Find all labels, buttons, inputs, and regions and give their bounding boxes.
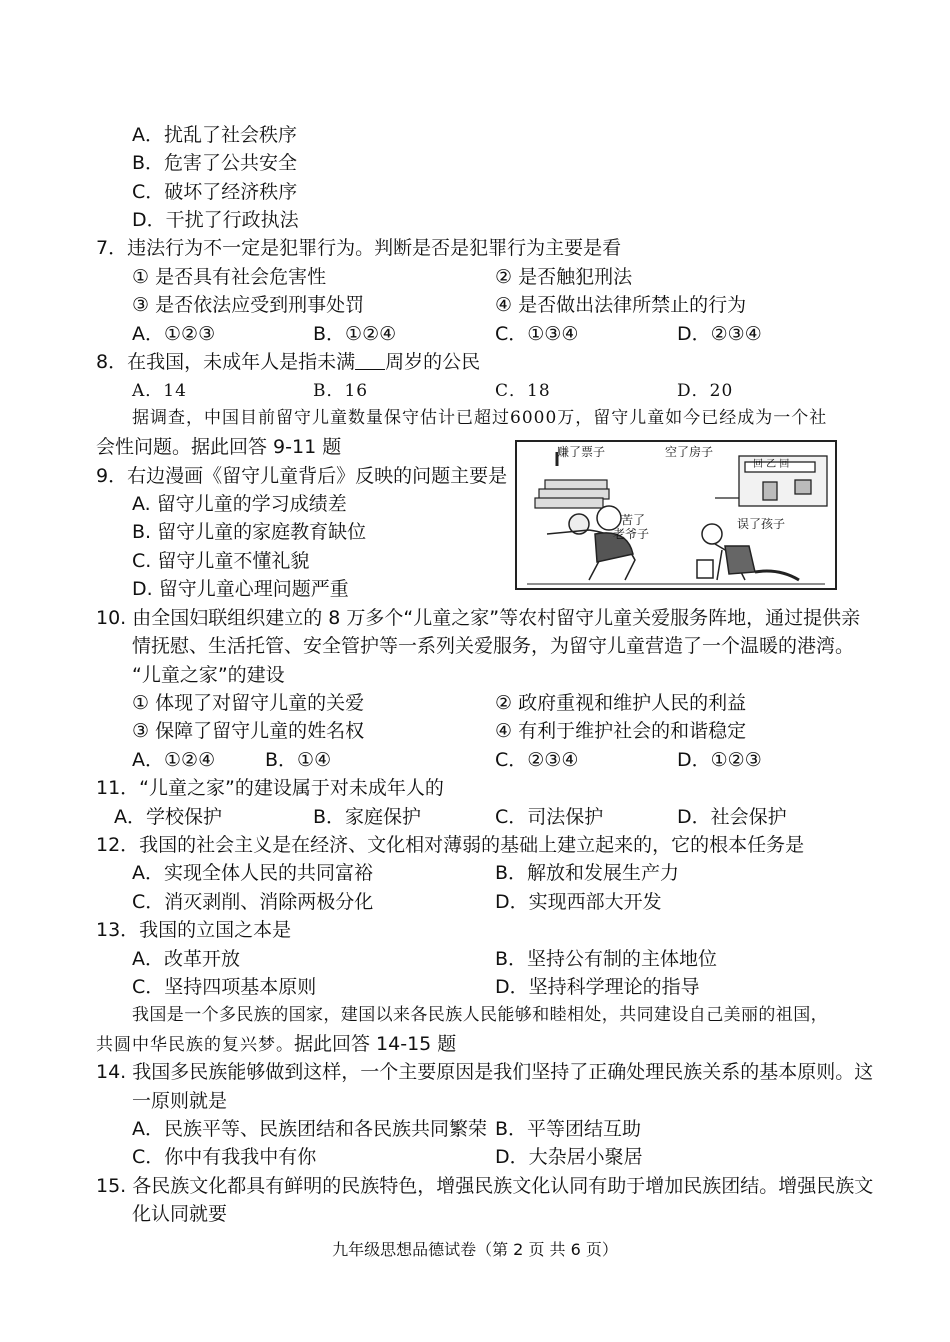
- q8-option-a: A．14: [132, 381, 187, 401]
- q15-stem-line-2: 化认同就要: [132, 1203, 228, 1225]
- q12-option-c: C．消灭剥削、消除两极分化: [132, 891, 374, 913]
- q10-stem-line-1: 10. 由全国妇联组织建立的 8 万多个“儿童之家”等农村留守儿童关爱服务阵地，通过提供亲: [96, 607, 861, 629]
- q7-option-d: D．②③④: [677, 323, 762, 345]
- q8-stem: [96, 349, 480, 375]
- q13-option-c: C．坚持四项基本原则: [132, 976, 317, 998]
- q10-option-d: D．①②③: [677, 749, 762, 771]
- q9-option-a: A. 留守儿童的学习成绩差: [132, 493, 347, 515]
- q8-stem-end: 周岁的公民: [385, 351, 481, 373]
- q10-option-c: C．②③④: [495, 749, 579, 771]
- page-footer: 九年级思想品德试卷（第 2 页 共 6 页）: [332, 1240, 618, 1259]
- q14-option-a: A．民族平等、民族团结和各民族共同繁荣: [132, 1118, 487, 1140]
- material-2-instruction: 据此回答 14-15 题: [294, 1033, 457, 1055]
- q12-stem: 12．我国的社会主义是在经济、文化相对薄弱的基础上建立起来的，它的根本任务是: [96, 834, 805, 856]
- q12-option-d: D．实现西部大开发: [495, 891, 662, 913]
- q10-item-1: ① 体现了对留守儿童的关爱: [132, 692, 365, 714]
- q6-option-a: A．扰乱了社会秩序: [132, 124, 297, 146]
- q11-option-c: C．司法保护: [495, 806, 604, 828]
- cartoon-house-sign: 回 乙 回: [753, 459, 790, 470]
- q9-option-d: D. 留守儿童心理问题严重: [132, 578, 349, 600]
- cartoon-caption-4: 老爷子: [613, 527, 650, 541]
- q10-stem-line-3: “儿童之家”的建设: [132, 664, 285, 686]
- material-2-line-1: 我国是一个多民族的国家，建国以来各民族人民能够和睦相处，共同建设自己美丽的祖国，: [132, 1005, 828, 1025]
- q7-option-c: C．①③④: [495, 323, 579, 345]
- q7-stem: 7．违法行为不一定是犯罪行为。判断是否是犯罪行为主要是看: [96, 237, 622, 259]
- q10-stem-line-2: 情抚慰、生活托管、安全管护等一系列关爱服务，为留守儿童营造了一个温暖的港湾。: [132, 635, 855, 657]
- material-1-line-1: 据调查，中国目前留守儿童数量保守估计已超过6000万，留守儿童如今已经成为一个社: [132, 408, 828, 428]
- q6-option-c: C．破坏了经济秩序: [132, 181, 298, 203]
- q14-stem-line-2: 一原则就是: [132, 1090, 228, 1112]
- q10-item-4: ④ 有利于维护社会的和谐稳定: [495, 720, 747, 742]
- q13-option-a: A．改革开放: [132, 948, 240, 970]
- cartoon-caption-1: 赚了票子: [557, 445, 606, 459]
- q14-option-d: D．大杂居小聚居: [495, 1146, 643, 1168]
- material-2-line-2: [96, 1031, 456, 1058]
- money-stack: [535, 452, 609, 508]
- cartoon-caption-3: 苦了: [621, 513, 646, 527]
- q11-option-d: D．社会保护: [677, 806, 787, 828]
- q13-stem: 13．我国的立国之本是: [96, 919, 292, 941]
- q10-item-3: ③ 保障了留守儿童的姓名权: [132, 720, 365, 742]
- child-figure: [697, 524, 799, 580]
- q14-stem-line-1: 14. 我国多民族能够做到这样，一个主要原因是我们坚持了正确处理民族关系的基本原则。这: [96, 1061, 874, 1083]
- cartoon-caption-5: 误了孩子: [737, 517, 786, 531]
- q15-stem-line-1: 15. 各民族文化都具有鲜明的民族特色，增强民族文化认同有助于增加民族团结。增强民族文: [96, 1175, 874, 1197]
- q10-item-2: ② 政府重视和维护人民的利益: [495, 692, 747, 714]
- q8-option-c: C．18: [495, 381, 551, 401]
- q12-option-b: B．解放和发展生产力: [495, 862, 680, 884]
- q8-option-d: D．20: [677, 381, 734, 401]
- q6-option-d: D．干扰了行政执法: [132, 209, 299, 231]
- q11-option-b: B．家庭保护: [313, 806, 422, 828]
- material-1-line-2: 会性问题。据此回答 9-11 题: [96, 436, 342, 458]
- q10-option-a: A．①②④: [132, 749, 216, 771]
- q8-stem-start: 8．在我国，未成年人是指未满: [96, 351, 356, 373]
- q8-option-b: B．16: [313, 381, 369, 401]
- q7-item-3: ③ 是否依法应受到刑事处罚: [132, 294, 365, 316]
- q9-option-b: B. 留守儿童的家庭教育缺位: [132, 521, 367, 543]
- q9-option-c: C. 留守儿童不懂礼貌: [132, 550, 310, 572]
- q7-option-a: A．①②③: [132, 323, 216, 345]
- q11-option-a: A．学校保护: [114, 806, 222, 828]
- q11-stem: 11．“儿童之家”的建设属于对未成年人的: [96, 777, 444, 799]
- q7-item-2: ② 是否触犯刑法: [495, 266, 633, 288]
- q7-item-4: ④ 是否做出法律所禁止的行为: [495, 294, 747, 316]
- q6-option-b: B．危害了公共安全: [132, 152, 298, 174]
- q14-option-b: B．平等团结互助: [495, 1118, 642, 1140]
- q12-option-a: A．实现全体人民的共同富裕: [132, 862, 373, 884]
- cartoon-caption-2: 空了房子: [665, 445, 714, 459]
- material-2-line-2-text: 共圆中华民族的复兴梦。: [96, 1035, 294, 1055]
- q14-option-c: C．你中有我我中有你: [132, 1146, 317, 1168]
- q13-option-b: B．坚持公有制的主体地位: [495, 948, 718, 970]
- q13-option-d: D．坚持科学理论的指导: [495, 976, 700, 998]
- q9-stem: 9．右边漫画《留守儿童背后》反映的问题主要是: [96, 465, 508, 487]
- q8-blank: [355, 351, 385, 370]
- cartoon-illustration: [515, 440, 837, 590]
- q10-option-b: B．①④: [265, 749, 332, 771]
- q7-item-1: ① 是否具有社会危害性: [132, 266, 327, 288]
- q7-option-b: B．①②④: [313, 323, 397, 345]
